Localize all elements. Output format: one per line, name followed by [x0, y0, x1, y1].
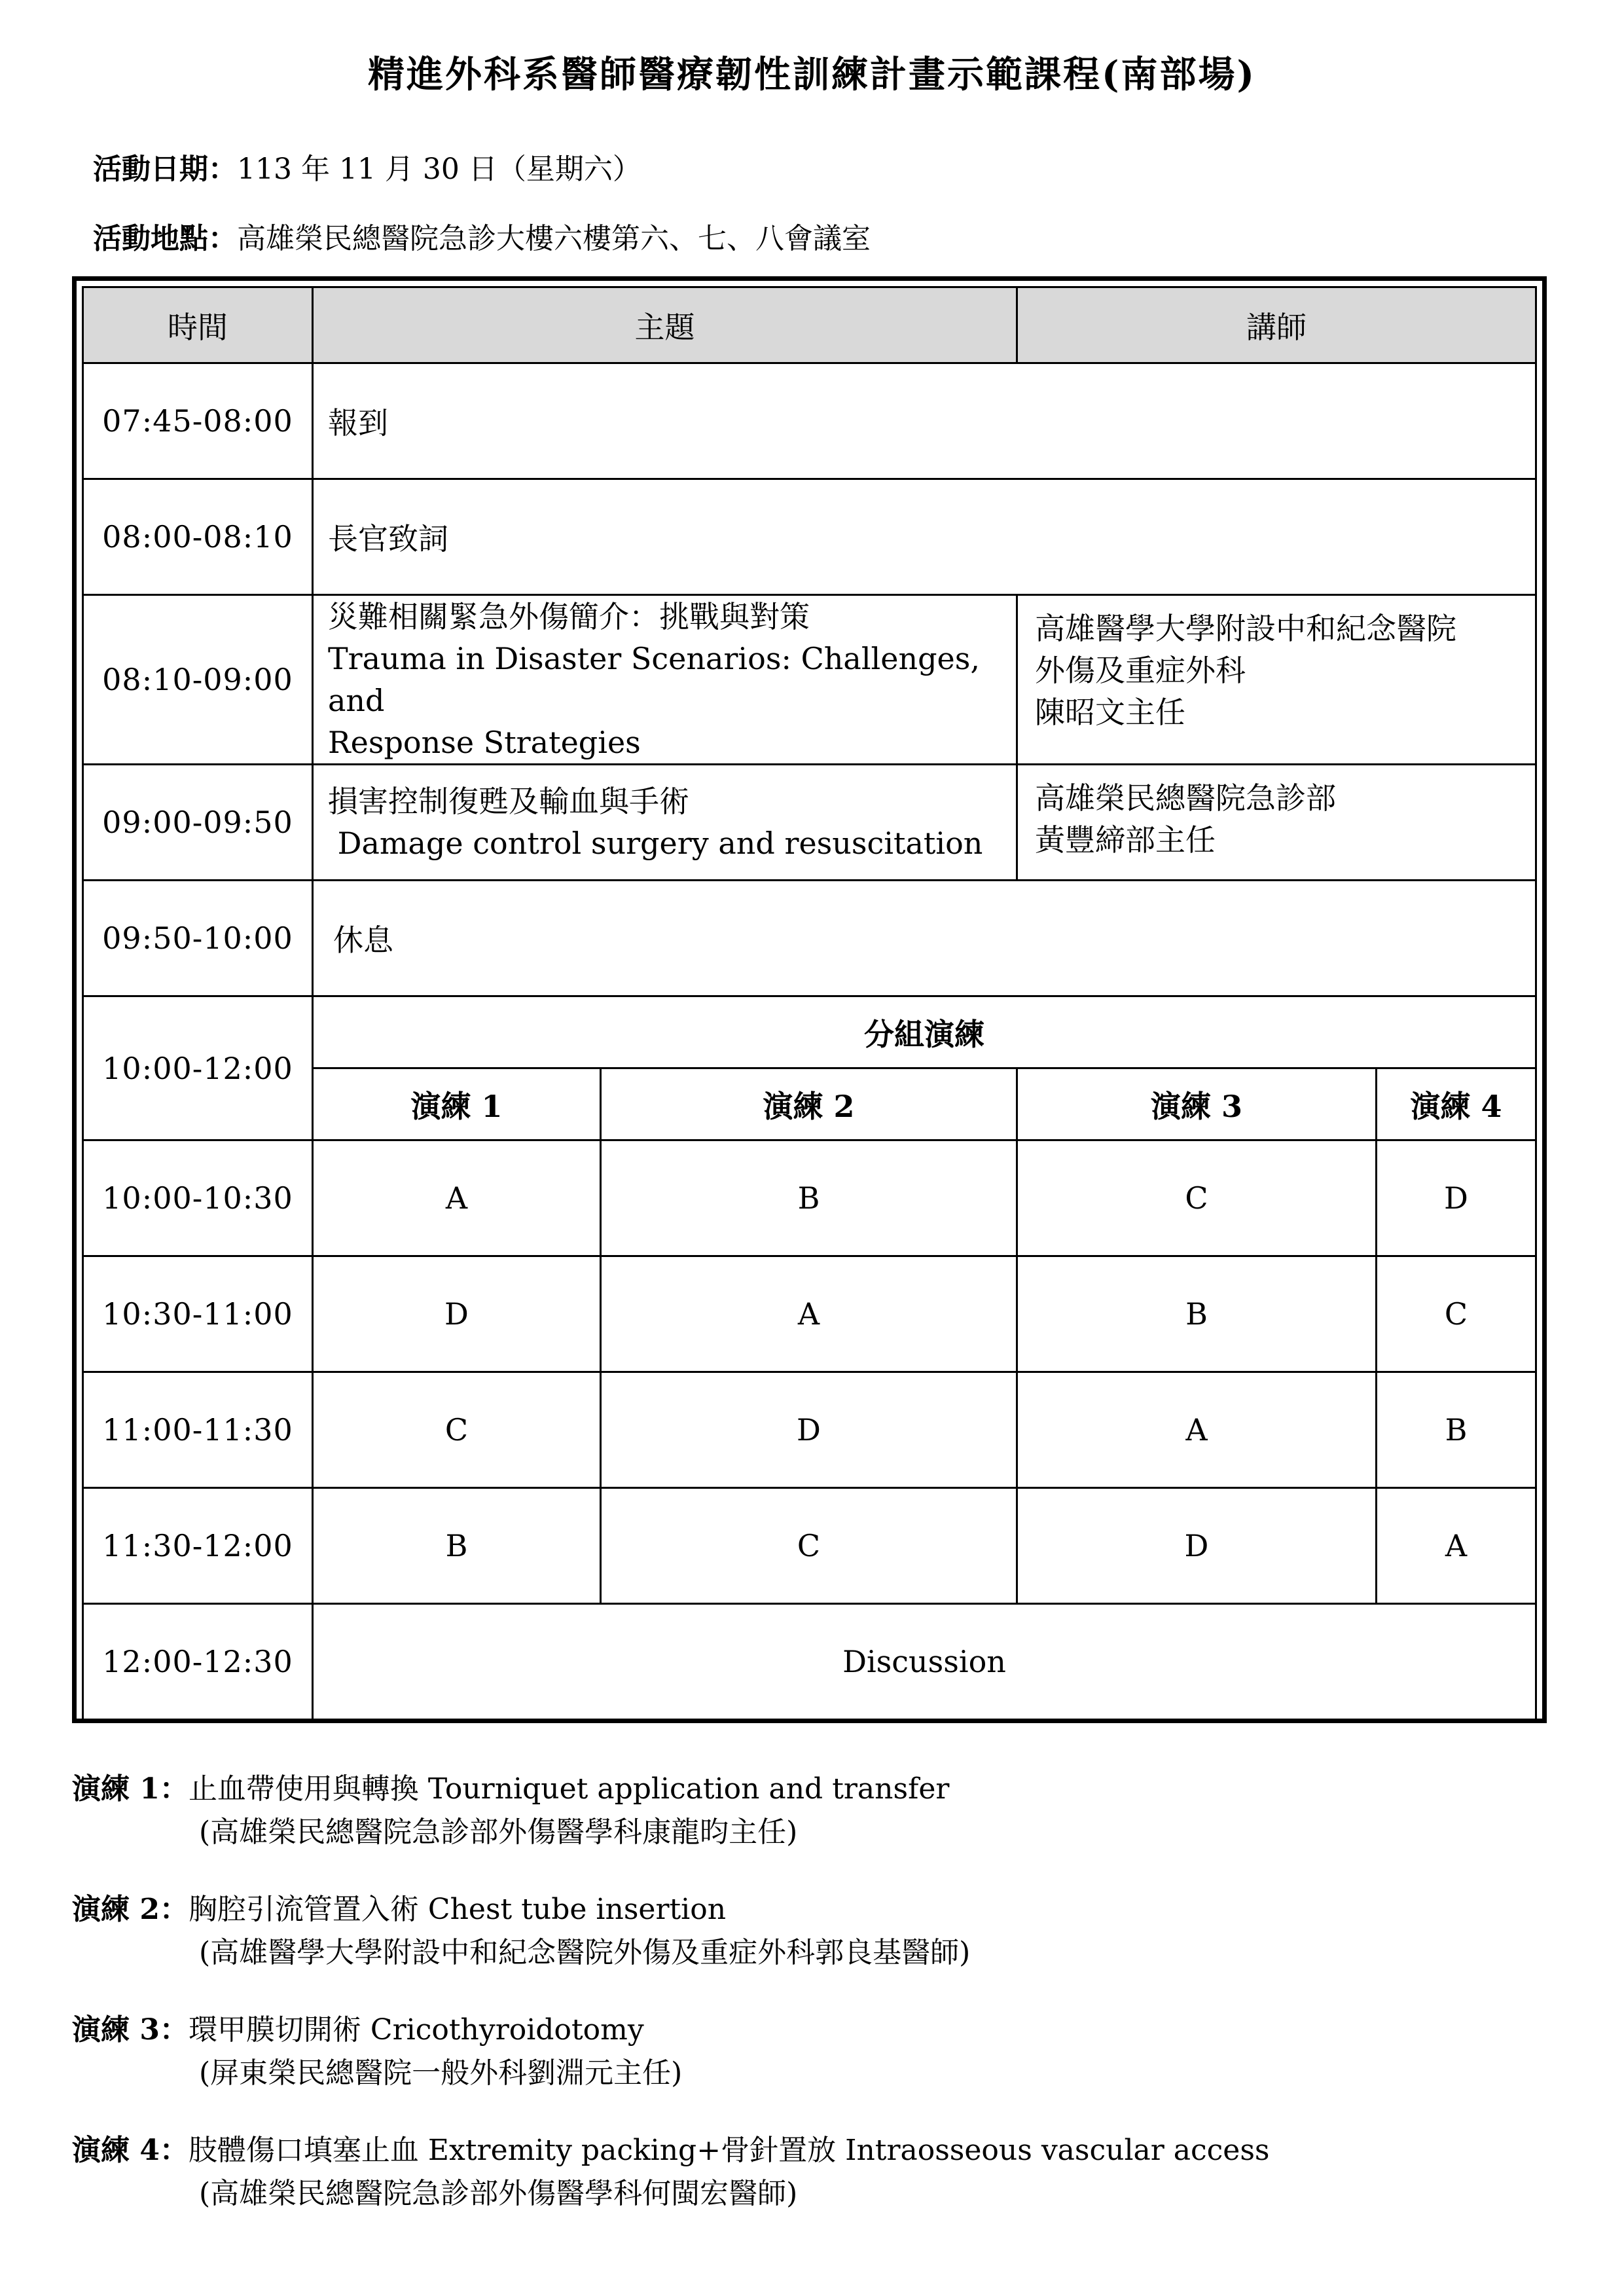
note-text: 肢體傷口填塞止血 Extremity packing+骨針置放 Intraosseous vascular access	[188, 2134, 1270, 2167]
event-date	[93, 145, 641, 187]
row-time: 09:00-09:50	[83, 765, 313, 881]
station-cell: C	[1377, 1256, 1536, 1372]
station-cell: B	[1377, 1372, 1536, 1488]
table-row	[83, 479, 1536, 595]
station-note	[72, 2009, 1512, 2095]
station-header: 演練 1	[313, 1068, 601, 1140]
row-topic	[313, 765, 1017, 881]
row-topic: 長官致詞	[313, 479, 1536, 595]
event-place-label: 活動地點：	[93, 222, 237, 255]
row-time: 12:00-12:30	[83, 1604, 313, 1720]
event-date-value: 113 年 11 月 30 日（星期六）	[237, 153, 641, 186]
topic-line: Damage control surgery and resuscitation	[328, 826, 983, 861]
table-row	[83, 363, 1536, 479]
station-cell: B	[601, 1140, 1017, 1256]
schedule-table	[82, 286, 1537, 1721]
row-time: 08:10-09:00	[83, 595, 313, 765]
schedule-table-frame	[72, 276, 1547, 1723]
station-cell: A	[601, 1256, 1017, 1372]
station-cell: C	[601, 1488, 1017, 1604]
speaker-line: 高雄榮民總醫院急診部	[1035, 780, 1336, 816]
station-cell: A	[313, 1140, 601, 1256]
event-date-label: 活動日期：	[93, 153, 237, 186]
station-cell: C	[313, 1372, 601, 1488]
row-time: 10:00-10:30	[83, 1140, 313, 1256]
station-cell: B	[313, 1488, 601, 1604]
station-note	[72, 1888, 1512, 1975]
group-title-row	[83, 996, 1536, 1068]
station-cell: D	[1377, 1140, 1536, 1256]
note-text: 止血帶使用與轉換 Tourniquet application and transfer	[188, 1772, 950, 1806]
note-label: 演練 4：	[72, 2134, 189, 2167]
station-cell: A	[1017, 1372, 1377, 1488]
station-cell: D	[1017, 1488, 1377, 1604]
note-label: 演練 1：	[72, 1772, 189, 1806]
row-time: 08:00-08:10	[83, 479, 313, 595]
rotation-row	[83, 1372, 1536, 1488]
row-speaker	[1017, 595, 1536, 765]
table-row	[83, 881, 1536, 996]
station-note	[72, 1768, 1512, 1854]
note-instructor: (高雄榮民總醫院急診部外傷醫學科康龍昀主任)	[199, 1815, 798, 1849]
station-header: 演練 4	[1377, 1068, 1536, 1140]
station-cell: B	[1017, 1256, 1377, 1372]
station-notes	[72, 1768, 1512, 2250]
row-time: 11:00-11:30	[83, 1372, 313, 1488]
event-place-value: 高雄榮民總醫院急診大樓六樓第六、七、八會議室	[237, 222, 871, 255]
header-time: 時間	[83, 287, 313, 363]
group-time: 10:00-12:00	[83, 996, 313, 1140]
speaker-line: 外傷及重症外科	[1035, 653, 1246, 688]
discussion-row	[83, 1604, 1536, 1720]
row-topic	[313, 595, 1017, 765]
table-row	[83, 595, 1536, 765]
row-time: 07:45-08:00	[83, 363, 313, 479]
note-instructor: (高雄醫學大學附設中和紀念醫院外傷及重症外科郭良基醫師)	[199, 1936, 971, 1969]
event-place	[93, 215, 871, 257]
station-note	[72, 2129, 1512, 2215]
station-cell: C	[1017, 1140, 1377, 1256]
station-cell: D	[313, 1256, 601, 1372]
speaker-line: 陳昭文主任	[1035, 695, 1185, 730]
note-instructor: (屏東榮民總醫院一般外科劉淵元主任)	[199, 2056, 683, 2090]
rotation-row	[83, 1488, 1536, 1604]
station-cell: A	[1377, 1488, 1536, 1604]
row-topic: 報到	[313, 363, 1536, 479]
table-header-row	[83, 287, 1536, 363]
group-title: 分組演練	[313, 996, 1536, 1068]
header-speaker: 講師	[1017, 287, 1536, 363]
row-time: 09:50-10:00	[83, 881, 313, 996]
note-text: 環甲膜切開術 Cricothyroidotomy	[188, 2013, 644, 2047]
station-header: 演練 3	[1017, 1068, 1377, 1140]
row-topic: 休息	[313, 881, 1536, 996]
speaker-line: 黃豐締部主任	[1035, 822, 1216, 858]
topic-line: Trauma in Disaster Scenarios: Challenges, and	[328, 641, 980, 718]
header-topic: 主題	[313, 287, 1017, 363]
speaker-line: 高雄醫學大學附設中和紀念醫院	[1035, 611, 1456, 646]
topic-line: 災難相關緊急外傷簡介：挑戰與對策	[328, 599, 810, 634]
topic-line: Response Strategies	[328, 725, 641, 760]
note-text: 胸腔引流管置入術 Chest tube insertion	[188, 1893, 727, 1926]
page-title: 精進外科系醫師醫療韌性訓練計畫示範課程(南部場)	[368, 53, 1256, 96]
topic-line: 損害控制復甦及輸血與手術	[328, 784, 689, 819]
row-speaker	[1017, 765, 1536, 881]
note-instructor: (高雄榮民總醫院急診部外傷醫學科何閩宏醫師)	[199, 2177, 798, 2210]
table-row	[83, 765, 1536, 881]
row-time: 11:30-12:00	[83, 1488, 313, 1604]
row-time: 10:30-11:00	[83, 1256, 313, 1372]
station-cell: D	[601, 1372, 1017, 1488]
note-label: 演練 2：	[72, 1893, 189, 1926]
rotation-row	[83, 1256, 1536, 1372]
discussion-label: Discussion	[313, 1604, 1536, 1720]
station-header: 演練 2	[601, 1068, 1017, 1140]
rotation-row	[83, 1140, 1536, 1256]
note-label: 演練 3：	[72, 2013, 189, 2047]
